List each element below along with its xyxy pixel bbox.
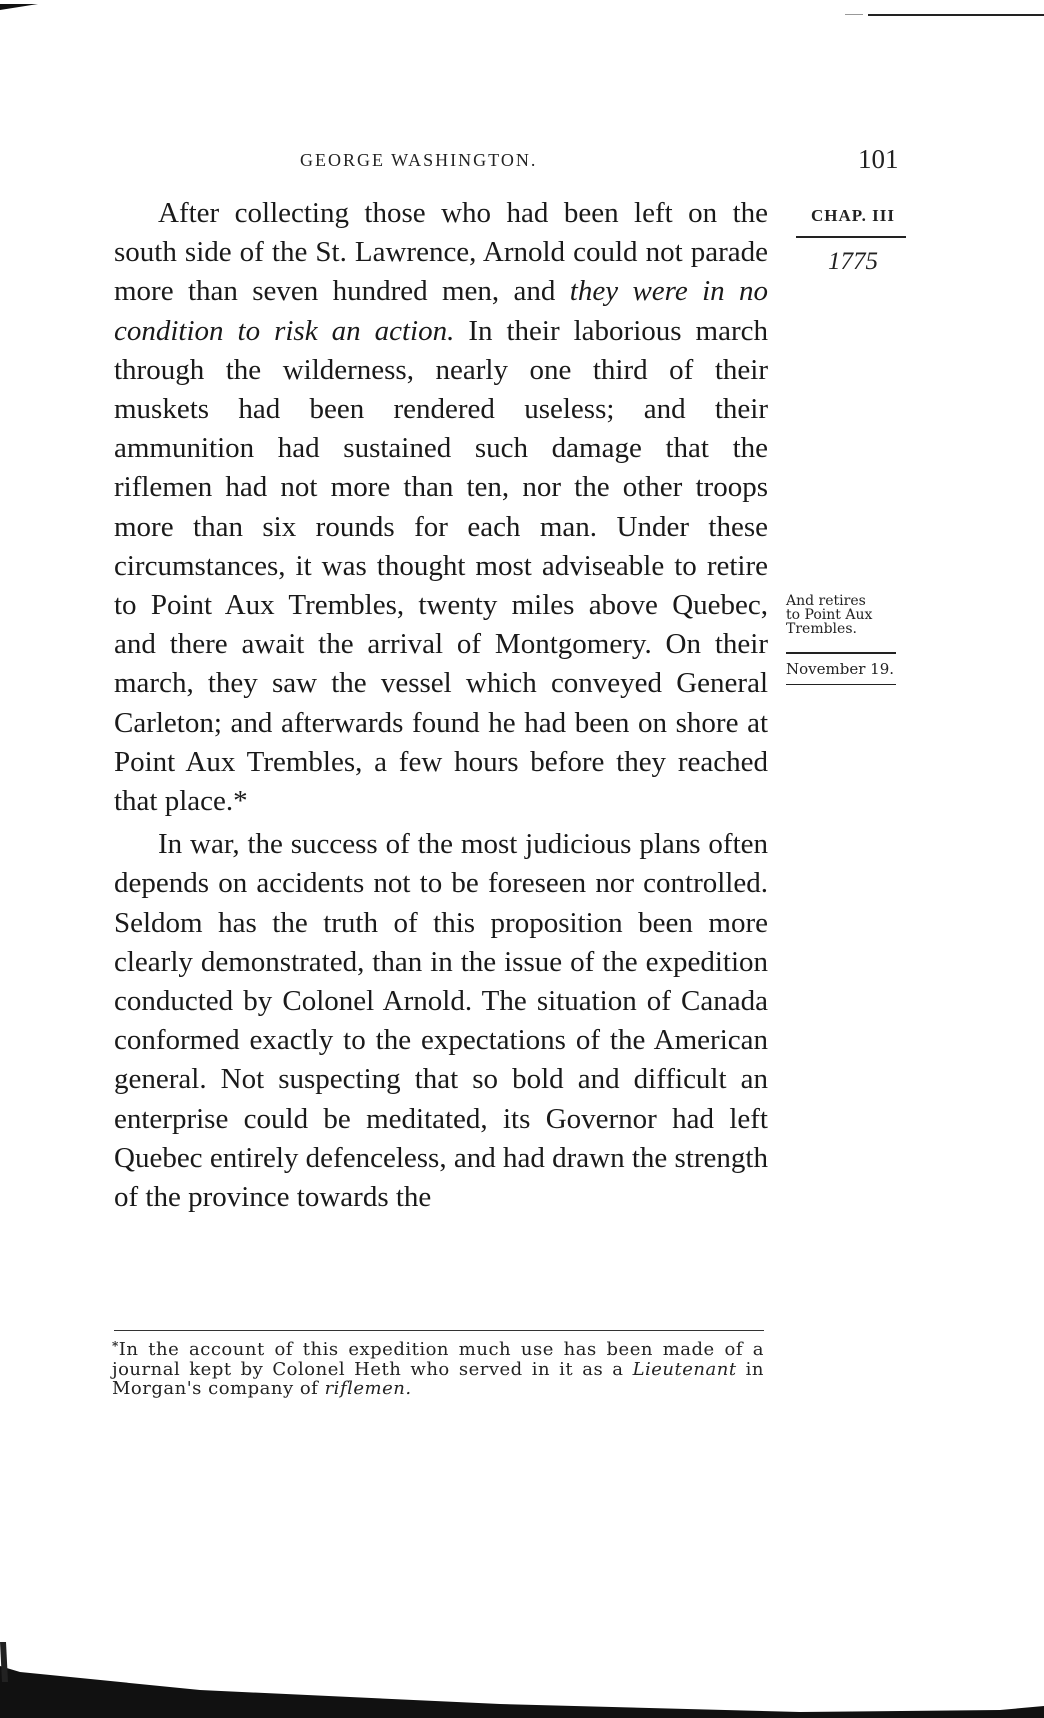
sidenote-retires-line-1: And retires xyxy=(786,593,866,609)
sidenote-retires-line-3: Trembles. xyxy=(786,621,857,637)
sidenote-retires-line-2: to Point Aux xyxy=(786,607,873,623)
sidenote-date-rule-bottom xyxy=(786,684,896,685)
sidenote-retires xyxy=(786,594,906,636)
sidenote-date-rule-top xyxy=(786,652,896,654)
footnote-rule xyxy=(114,1330,764,1331)
scan-corner-mark xyxy=(0,4,38,10)
footnote-text: In the account of this expedition much use has been made of a journal kept by Colonel Heth who served in it as a xyxy=(112,1339,764,1380)
sidenote-year: 1775 xyxy=(828,248,878,275)
sidenote-chapter-rule xyxy=(796,236,906,238)
body-text xyxy=(114,194,768,1217)
sidenote-chapter: CHAP. III xyxy=(811,206,895,225)
footnote-italic-end: riflemen. xyxy=(324,1378,412,1399)
footnote-marker: * xyxy=(112,1339,119,1353)
paragraph-1-start: After collecting those who had been left on the south side of the St. Lawrence, Arnold could not parade more than seven hundred men, and xyxy=(114,197,768,308)
scan-bottom-edge xyxy=(0,1642,1044,1718)
page-number: 101 xyxy=(858,144,899,174)
footnote-italic-rank: Lieutenant xyxy=(632,1358,737,1380)
scan-top-rule xyxy=(868,14,1044,16)
footnote xyxy=(112,1337,764,1399)
footnote-text-after: in Morgan's company of xyxy=(112,1358,764,1399)
paragraph-1 xyxy=(114,194,768,821)
scan-top-dash xyxy=(845,14,863,15)
paragraph-1-rest: In their laborious march through the wilderness, nearly one third of their muskets had been rendered useless; and their ammunition had sustained such damage that the riflemen had not more than ten, nor the other troops more than six rounds for each man. Under these circumstances, it was thought most adviseable to retire to Point Aux Trembles, twenty miles above Quebec, and there await the arrival of Montgomery. On their march, they saw the vessel which conveyed General Carleton; and afterwards found he had been on shore at Point Aux Trembles, a few hours before they reached that place.* xyxy=(114,314,768,818)
sidenote-date: November 19. xyxy=(786,660,895,678)
paragraph-1-italic: they were in no condition to risk an action. xyxy=(114,275,769,347)
running-head: GEORGE WASHINGTON. xyxy=(300,150,538,170)
paragraph-2: In war, the success of the most judicious plans often depends on accidents not to be foreseen nor controlled. Seldom has the truth of this proposition been more clearly demonstrated, than in the issue of the expedition conducted by Colonel Arnold. The situation of Canada conformed exactly to the expectations of the American general. Not suspecting that so bold and difficult an enterprise could be meditated, its Governor had left Quebec entirely defenceless, and had drawn the strength of the province towards the xyxy=(114,828,768,1214)
